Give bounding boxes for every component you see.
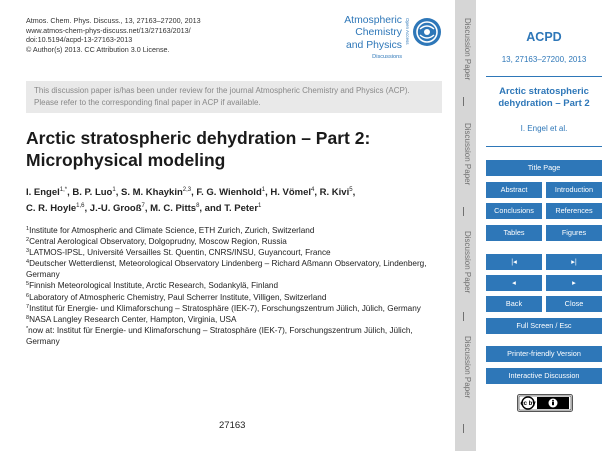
author-separator: , (314, 187, 320, 198)
affiliation-mark: 7 (26, 303, 30, 310)
open-access-label (405, 18, 410, 58)
review-notice: This discussion paper is/has been under review for the journal Atmospheric Chemistry and Physics (ACP). Please refer to the corresponding final paper in ACP if available. (26, 81, 442, 113)
affiliation-item (26, 236, 446, 247)
affiliation-mark: 6 (26, 292, 30, 299)
affiliation-mark: 5 (26, 281, 30, 288)
author-affiliation-mark: 1 (112, 187, 116, 193)
author-affiliation-mark: 8 (196, 202, 200, 209)
affiliation-mark: 2 (26, 237, 30, 244)
short-authors: I. Engel et al. (520, 124, 568, 133)
close-button[interactable]: Close (546, 296, 602, 312)
author-name: I. Engel (26, 187, 60, 198)
author-name: S. M. Khaykin (121, 187, 183, 198)
interactive-discussion-button[interactable]: Interactive Discussion (486, 368, 602, 384)
introduction-button[interactable]: Introduction (546, 182, 602, 198)
paper-title (26, 127, 446, 171)
affiliation-item (26, 303, 446, 314)
affiliation-mark: 8 (26, 314, 30, 321)
affiliation-text: NASA Langley Research Center, Hampton, Virginia, USA (29, 314, 237, 324)
logo-line2: Chemistry (355, 27, 402, 39)
author-name: H. Vömel (270, 187, 312, 198)
author-name: C. R. Hoyle (26, 202, 77, 214)
paper-url[interactable]: www.atmos-chem-phys-discuss.net/13/27163/2013/ (26, 25, 191, 35)
author-name: B. P. Luo (72, 187, 113, 198)
author-name: R. Kivi (319, 187, 350, 198)
logo-line1: Atmospheric (344, 15, 402, 26)
journal-logo (330, 14, 444, 72)
logo-line3: and Physics (345, 39, 402, 51)
author-affiliation-mark: 1 (261, 187, 266, 193)
affiliation-text: LATMOS-IPSL, Université Versailles St. Quentin, CNRS/INSU, Guyancourt, France (29, 248, 331, 258)
discussion-paper-strip (455, 0, 476, 451)
egu-emblem-icon (412, 17, 442, 47)
references-button[interactable]: References (546, 203, 602, 219)
affiliation-item (26, 314, 446, 325)
logo-text (344, 15, 402, 62)
authors-line-1 (26, 185, 446, 201)
affiliation-list (26, 225, 446, 347)
abstract-button[interactable]: Abstract (486, 182, 542, 198)
affiliation-mark: 4 (26, 259, 30, 266)
affiliation-text: Central Aerological Observatory, Dolgoprudny, Moscow Region, Russia (29, 237, 287, 247)
figures-button[interactable]: Figures (546, 225, 602, 241)
author-separator: , (265, 187, 271, 198)
author-separator: , (144, 202, 151, 214)
strip-label-2: Discussion Paper (463, 123, 472, 186)
affiliation-item (26, 292, 446, 303)
author-separator: , (352, 187, 356, 198)
header-metadata (26, 16, 201, 54)
strip-label-1: Discussion Paper (463, 18, 472, 81)
strip-label-4: Discussion Paper (463, 336, 472, 399)
title-line-1: Arctic stratospheric dehydration – Part 2: (26, 128, 371, 148)
author-separator: , and (199, 202, 225, 214)
author-affiliation-mark: 5 (349, 187, 353, 193)
affiliation-item (26, 247, 446, 258)
affiliation-mark: 1 (26, 226, 30, 232)
short-title: Arctic stratospheric dehydration – Part 2 (498, 86, 590, 109)
affiliation-item (26, 280, 446, 291)
panel-divider (486, 76, 602, 77)
full-screen-button[interactable]: Full Screen / Esc (486, 318, 602, 334)
doi[interactable]: doi:10.5194/acpd-13-27163-2013 (26, 35, 133, 45)
authors-line-2 (26, 201, 446, 217)
affiliation-mark: 3 (26, 248, 30, 255)
first-page-button[interactable]: |◂ (486, 254, 542, 270)
printer-friendly-button[interactable]: Printer-friendly Version (486, 346, 602, 362)
panel-divider (486, 146, 602, 147)
affiliation-mark: * (26, 325, 29, 332)
author-affiliation-mark: 1,6 (76, 202, 85, 209)
affiliation-text: Finnish Meteorological Institute, Arctic Research, Sodankylä, Finland (29, 281, 278, 291)
strip-separator (463, 97, 464, 106)
author-separator: , (191, 187, 197, 198)
affiliation-item (26, 225, 446, 236)
author-name: M. C. Pitts (150, 202, 197, 214)
author-name: F. G. Wienhold (196, 187, 262, 198)
strip-separator (463, 207, 464, 216)
affiliation-text: Deutscher Wetterdienst, Meteorological Observatory Lindenberg – Richard Aßmann Observatory, Lindenberg, Germany (26, 259, 427, 280)
title-page-button[interactable]: Title Page (486, 160, 602, 176)
author-name: T. Peter (224, 202, 259, 214)
last-page-button[interactable]: ▸| (546, 254, 602, 270)
strip-label-3: Discussion Paper (463, 231, 472, 294)
affiliation-item (26, 325, 446, 347)
affiliation-text: now at: Institut für Energie- und Klimaforschung – Stratosphäre (IEK-7), Forschungszentrum Jülich, Jülich, Germany (26, 325, 413, 346)
author-affiliation-mark: 1,* (59, 187, 68, 193)
author-affiliation-mark: 1 (258, 202, 262, 209)
panel-reference: 13, 27163–27200, 2013 (501, 55, 587, 64)
author-affiliation-mark: 7 (141, 202, 145, 209)
cc-by-license-icon[interactable] (517, 394, 573, 412)
author-separator: , (115, 187, 121, 198)
affiliation-text: Laboratory of Atmospheric Chemistry, Paul Scherrer Institute, Villigen, Switzerland (29, 292, 327, 302)
previous-page-button[interactable]: ◂ (486, 275, 542, 291)
journal-abbrev: ACPD (526, 30, 562, 44)
journal-reference: Atmos. Chem. Phys. Discuss., 13, 27163–27200, 2013 (26, 16, 201, 25)
author-name: J.-U. Grooß (89, 202, 142, 214)
open-access-text: Open Access (405, 18, 410, 45)
license: © Author(s) 2013. CC Attribution 3.0 License. (26, 44, 170, 54)
back-button[interactable]: Back (486, 296, 542, 312)
strip-separator (463, 424, 464, 433)
navigation-panel (476, 0, 612, 451)
next-page-button[interactable]: ▸ (546, 275, 602, 291)
title-line-2: Microphysical modeling (26, 150, 226, 170)
author-separator: , (84, 202, 90, 214)
author-separator: , (67, 187, 73, 198)
logo-discussions: Discussions (372, 54, 402, 61)
tables-button[interactable]: Tables (486, 225, 542, 241)
affiliation-text: Institute for Atmospheric and Climate Science, ETH Zurich, Zurich, Switzerland (29, 226, 315, 235)
author-list (26, 185, 446, 216)
author-affiliation-mark: 4 (311, 187, 315, 193)
cc-badge-text: cc by (520, 401, 536, 408)
conclusions-button[interactable]: Conclusions (486, 203, 542, 219)
strip-separator (463, 312, 464, 321)
affiliation-item (26, 258, 446, 280)
page-number: 27163 (219, 420, 246, 431)
author-affiliation-mark: 2,3 (182, 187, 192, 193)
affiliation-text: Institut für Energie- und Klimaforschung – Stratosphäre (IEK-7), Forschungszentrum Jülich, Jülich, Germany (29, 303, 421, 313)
